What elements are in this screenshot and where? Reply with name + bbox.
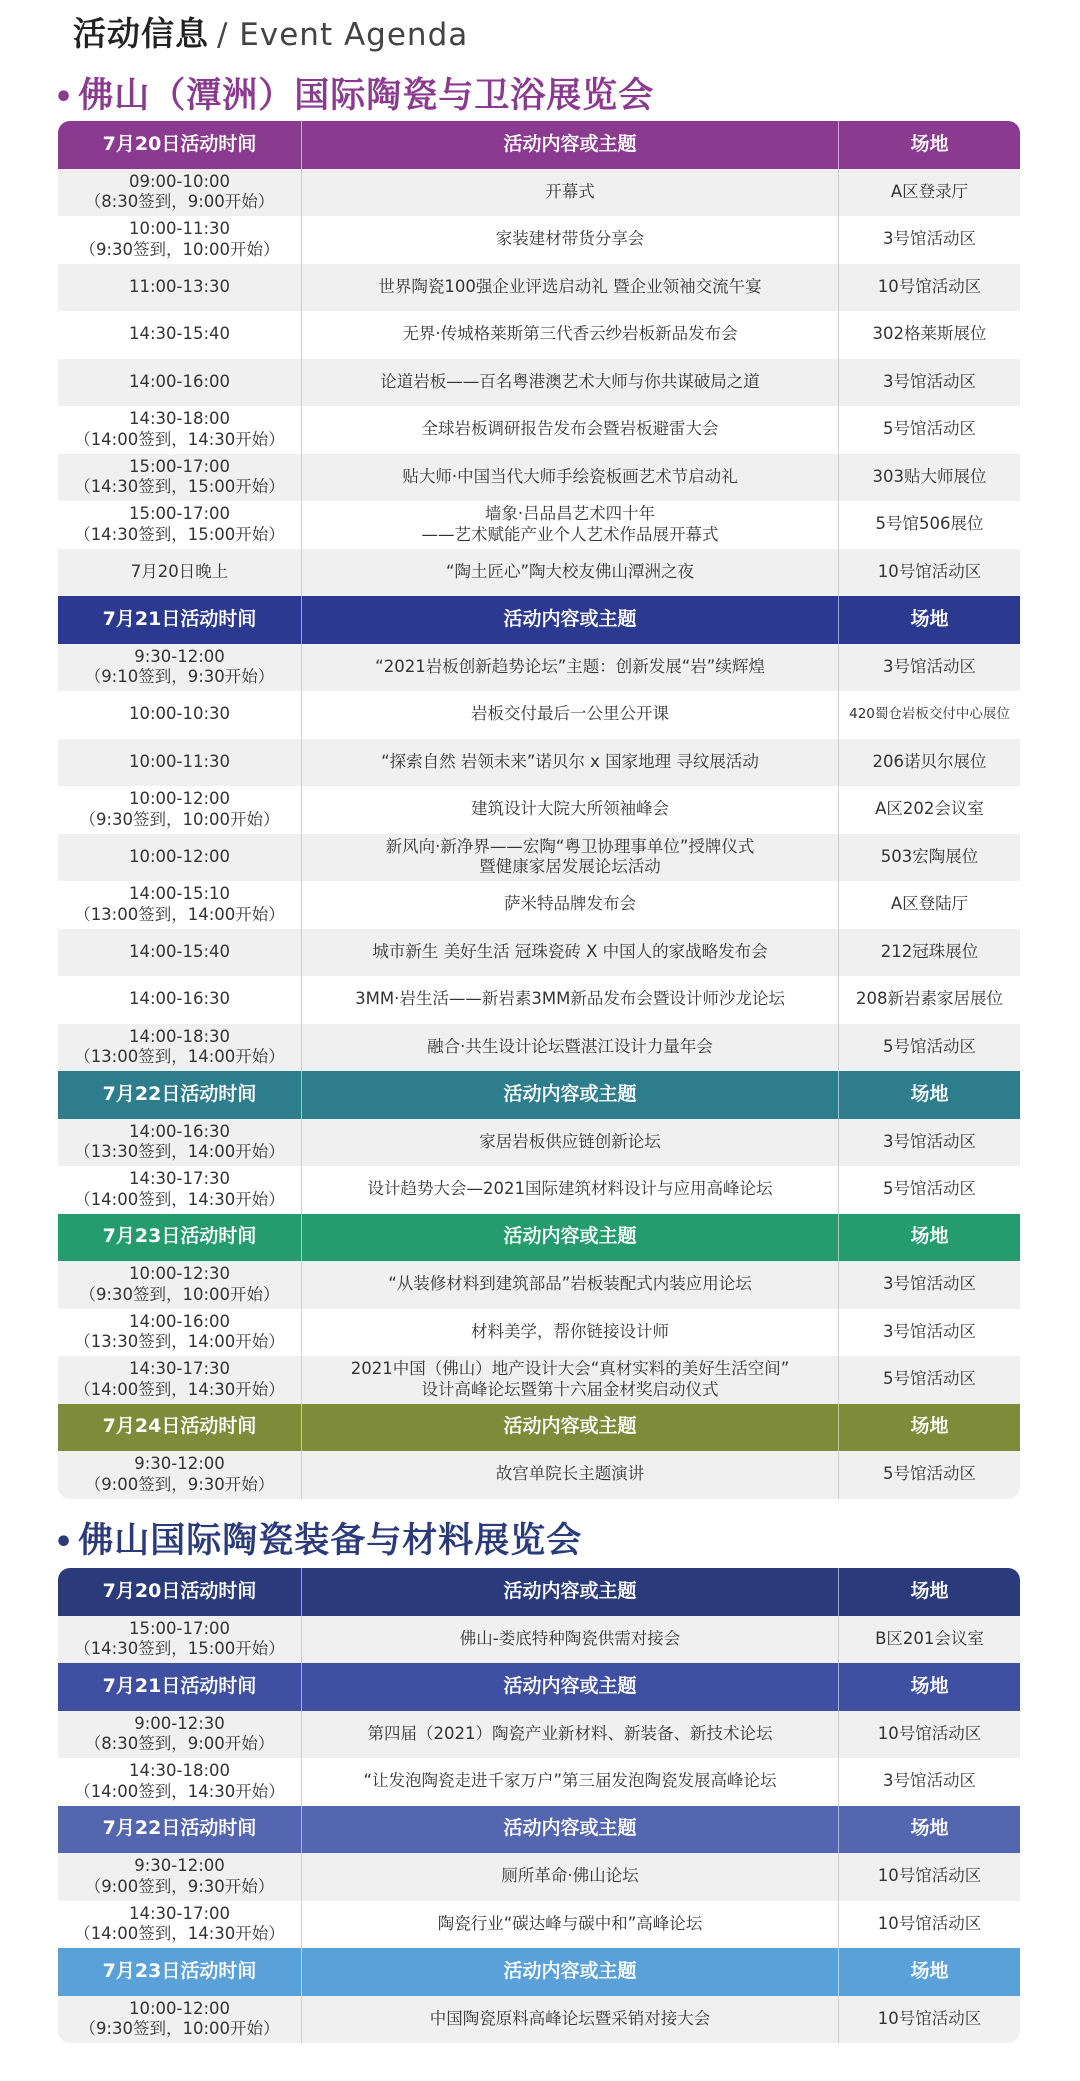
table-row (58, 1711, 1020, 1759)
event-venue: 303贴大师展位 (872, 466, 987, 486)
day-header-time: 7月20日活动时间 (58, 1568, 302, 1616)
column-header-content: 活动内容或主题 (302, 1806, 839, 1854)
event-time: 10:00-12:00 （9:30签到，10:00开始） (58, 786, 302, 834)
table-row (58, 1853, 1020, 1901)
event-content: 设计趋势大会—2021国际建筑材料设计与应用高峰论坛 (302, 1166, 839, 1214)
event-venue: 3号馆活动区 (883, 371, 976, 391)
page-title-cn: 活动信息 (73, 14, 209, 53)
event-content: 全球岩板调研报告发布会暨岩板避雷大会 (302, 406, 839, 454)
event-venue: 206诺贝尔展位 (872, 751, 987, 771)
day-header-time: 7月20日活动时间 (58, 121, 302, 169)
event-venue: 5号馆活动区 (883, 1036, 976, 1056)
event-time: 14:30-17:00 （14:00签到，14:30开始） (58, 1901, 302, 1949)
event-content: 论道岩板——百名粤港澳艺术大师与你共谋破局之道 (302, 359, 839, 407)
day-header-row (58, 1806, 1020, 1854)
event-content: 无界·传城格莱斯第三代香云纱岩板新品发布会 (302, 311, 839, 359)
event-time: 10:00-11:30 (58, 739, 302, 787)
event-content: 新风向·新净界——宏陶“粤卫协理事单位”授牌仪式 暨健康家居发展论坛活动 (302, 834, 839, 882)
event-content: 贴大师·中国当代大师手绘瓷板画艺术节启动礼 (302, 454, 839, 502)
table-row (58, 454, 1020, 502)
column-header-content: 活动内容或主题 (302, 1568, 839, 1616)
column-header-venue: 场地 (910, 1225, 949, 1248)
event-venue: 5号馆活动区 (883, 1464, 976, 1484)
event-time: 14:00-15:40 (58, 929, 302, 977)
event-content: 世界陶瓷100强企业评选启动礼 暨企业领袖交流午宴 (302, 264, 839, 312)
column-header-venue: 场地 (910, 1674, 949, 1697)
event-time: 14:30-17:30 （14:00签到，14:30开始） (58, 1356, 302, 1404)
event-content: 融合·共生设计论坛暨湛江设计力量年会 (302, 1024, 839, 1072)
day-header-row (58, 596, 1020, 644)
table-row (58, 1901, 1020, 1949)
event-time: 10:00-12:30 （9:30签到，10:00开始） (58, 1261, 302, 1309)
table-row (58, 406, 1020, 454)
day-header-row (58, 121, 1020, 169)
event-time: 14:30-18:00 （14:00签到，14:30开始） (58, 406, 302, 454)
table-row (58, 691, 1020, 739)
table-row (58, 1451, 1020, 1499)
event-content: 材料美学，帮你链接设计师 (302, 1309, 839, 1357)
table-row (58, 216, 1020, 264)
column-header-content: 活动内容或主题 (302, 1214, 839, 1262)
event-time: 14:00-16:00 (58, 359, 302, 407)
event-content: 岩板交付最后一公里公开课 (302, 691, 839, 739)
event-venue: 3号馆活动区 (883, 1321, 976, 1341)
table-row (58, 1024, 1020, 1072)
bullet-icon: • (54, 1525, 75, 1560)
event-venue: 10号馆活动区 (877, 1723, 982, 1743)
event-content: 建筑设计大院大所领袖峰会 (302, 786, 839, 834)
event-time: 14:00-18:30 （13:00签到，14:00开始） (58, 1024, 302, 1072)
event-venue: A区202会议室 (875, 799, 984, 819)
event-venue: 10号馆活动区 (877, 561, 982, 581)
event-time: 14:00-15:10 （13:00签到，14:00开始） (58, 881, 302, 929)
table-row (58, 976, 1020, 1024)
column-header-venue: 场地 (910, 1082, 949, 1105)
event-venue: 10号馆活动区 (877, 1866, 982, 1886)
event-time: 7月20日晚上 (58, 549, 302, 597)
event-venue: 212冠珠展位 (880, 941, 979, 961)
event-content: 第四届（2021）陶瓷产业新材料、新装备、新技术论坛 (302, 1711, 839, 1759)
table-row (58, 1119, 1020, 1167)
column-header-venue: 场地 (910, 1579, 949, 1602)
table-row (58, 1261, 1020, 1309)
day-header-time: 7月22日活动时间 (58, 1071, 302, 1119)
section-title-text: 佛山国际陶瓷装备与材料展览会 (78, 1521, 583, 1561)
table-row (58, 1309, 1020, 1357)
event-venue: 3号馆活动区 (883, 656, 976, 676)
event-venue: 3号馆活动区 (883, 1274, 976, 1294)
day-header-row (58, 1663, 1020, 1711)
event-time: 15:00-17:00 （14:30签到，15:00开始） (58, 1616, 302, 1664)
event-time: 9:30-12:00 （9:00签到，9:30开始） (58, 1853, 302, 1901)
event-venue: 10号馆活动区 (877, 2008, 982, 2028)
event-venue: 5号馆活动区 (883, 1369, 976, 1389)
day-header-row (58, 1214, 1020, 1262)
event-content: “让发泡陶瓷走进千家万户”第三届发泡陶瓷发展高峰论坛 (302, 1758, 839, 1806)
table-row (58, 264, 1020, 312)
column-header-venue: 场地 (910, 132, 949, 155)
event-venue: 3号馆活动区 (883, 1131, 976, 1151)
table-row (58, 359, 1020, 407)
event-content: 家装建材带货分享会 (302, 216, 839, 264)
event-content: 萨米特品牌发布会 (302, 881, 839, 929)
event-time: 10:00-12:00 （9:30签到，10:00开始） (58, 1996, 302, 2044)
event-content: 佛山-娄底特种陶瓷供需对接会 (302, 1616, 839, 1664)
day-header-row (58, 1568, 1020, 1616)
agenda-table-ceramics-sanitary (58, 121, 1020, 1499)
event-time: 14:00-16:30 （13:30签到，14:00开始） (58, 1119, 302, 1167)
event-venue: 5号馆活动区 (883, 1179, 976, 1199)
day-header-time: 7月24日活动时间 (58, 1404, 302, 1452)
table-row (58, 1616, 1020, 1664)
event-time: 15:00-17:00 （14:30签到，15:00开始） (58, 501, 302, 549)
event-venue: 208新岩素家居展位 (856, 989, 1003, 1009)
column-header-venue: 场地 (910, 1817, 949, 1840)
table-row (58, 834, 1020, 882)
event-content: 家居岩板供应链创新论坛 (302, 1119, 839, 1167)
column-header-content: 活动内容或主题 (302, 1663, 839, 1711)
event-venue: B区201会议室 (875, 1628, 984, 1648)
day-header-row (58, 1404, 1020, 1452)
event-venue: A区登陆厅 (890, 894, 969, 914)
table-row (58, 1166, 1020, 1214)
event-time: 11:00-13:30 (58, 264, 302, 312)
page-title (73, 8, 468, 55)
event-time: 15:00-17:00 （14:30签到，15:00开始） (58, 454, 302, 502)
table-row (58, 1996, 1020, 2044)
table-row (58, 929, 1020, 977)
event-time: 10:00-11:30 （9:30签到，10:00开始） (58, 216, 302, 264)
day-header-row (58, 1948, 1020, 1996)
event-content: “2021岩板创新趋势论坛”主题：创新发展“岩”续辉煌 (302, 644, 839, 692)
event-time: 14:30-18:00 （14:00签到，14:30开始） (58, 1758, 302, 1806)
event-venue: 5号馆506展位 (875, 514, 984, 534)
event-time: 14:00-16:00 （13:30签到，14:00开始） (58, 1309, 302, 1357)
event-venue: A区登录厅 (890, 181, 969, 201)
event-time: 14:30-15:40 (58, 311, 302, 359)
day-header-time: 7月21日活动时间 (58, 1663, 302, 1711)
event-content: 开幕式 (302, 169, 839, 217)
section-title-text: 佛山（潭洲）国际陶瓷与卫浴展览会 (78, 76, 655, 116)
event-content: 2021中国（佛山）地产设计大会“真材实料的美好生活空间” 设计高峰论坛暨第十六届金材奖启动仪式 (302, 1356, 839, 1404)
event-venue: 503宏陶展位 (880, 846, 979, 866)
column-header-venue: 场地 (910, 1959, 949, 1982)
table-row (58, 549, 1020, 597)
table-row (58, 1356, 1020, 1404)
event-time: 9:00-12:30 （8:30签到，9:00开始） (58, 1711, 302, 1759)
event-content: 中国陶瓷原料高峰论坛暨采销对接大会 (302, 1996, 839, 2044)
event-content: 3MM·岩生活——新岩素3MM新品发布会暨设计师沙龙论坛 (302, 976, 839, 1024)
day-header-row (58, 1071, 1020, 1119)
event-venue: 5号馆活动区 (883, 419, 976, 439)
table-row (58, 501, 1020, 549)
event-content: 陶瓷行业“碳达峰与碳中和”高峰论坛 (302, 1901, 839, 1949)
column-header-content: 活动内容或主题 (302, 596, 839, 644)
column-header-venue: 场地 (910, 1415, 949, 1438)
day-header-time: 7月22日活动时间 (58, 1806, 302, 1854)
table-row (58, 881, 1020, 929)
column-header-venue: 场地 (910, 607, 949, 630)
table-row (58, 644, 1020, 692)
day-header-time: 7月23日活动时间 (58, 1214, 302, 1262)
page-title-en: / Event Agenda (217, 17, 469, 53)
event-venue: 3号馆活动区 (883, 229, 976, 249)
event-venue: 10号馆活动区 (877, 1913, 982, 1933)
bullet-icon: • (54, 80, 75, 115)
event-time: 10:00-10:30 (58, 691, 302, 739)
section-title (54, 68, 654, 118)
event-time: 10:00-12:00 (58, 834, 302, 882)
agenda-table-equipment-materials (58, 1568, 1020, 2043)
event-time: 9:30-12:00 （9:10签到，9:30开始） (58, 644, 302, 692)
event-venue: 3号馆活动区 (883, 1771, 976, 1791)
section-title (54, 1513, 582, 1563)
table-row (58, 311, 1020, 359)
table-row (58, 739, 1020, 787)
day-header-time: 7月23日活动时间 (58, 1948, 302, 1996)
column-header-content: 活动内容或主题 (302, 1071, 839, 1119)
event-venue: 10号馆活动区 (877, 276, 982, 296)
event-content: 城市新生 美好生活 冠珠瓷砖 X 中国人的家战略发布会 (302, 929, 839, 977)
column-header-content: 活动内容或主题 (302, 1948, 839, 1996)
event-content: 故宫单院长主题演讲 (302, 1451, 839, 1499)
event-content: “陶土匠心”陶大校友佛山潭洲之夜 (302, 549, 839, 597)
column-header-content: 活动内容或主题 (302, 1404, 839, 1452)
event-venue: 420蜀仓岩板交付中心展位 (849, 706, 1010, 723)
event-content: 墙象·吕品昌艺术四十年 ——艺术赋能产业个人艺术作品展开幕式 (302, 501, 839, 549)
day-header-time: 7月21日活动时间 (58, 596, 302, 644)
event-content: 厕所革命·佛山论坛 (302, 1853, 839, 1901)
event-content: “探索自然 岩领未来”诺贝尔 x 国家地理 寻纹展活动 (302, 739, 839, 787)
event-time: 9:30-12:00 （9:00签到，9:30开始） (58, 1451, 302, 1499)
table-row (58, 1758, 1020, 1806)
event-time: 14:30-17:30 （14:00签到，14:30开始） (58, 1166, 302, 1214)
event-venue: 302格莱斯展位 (872, 324, 987, 344)
column-header-content: 活动内容或主题 (302, 121, 839, 169)
table-row (58, 169, 1020, 217)
table-row (58, 786, 1020, 834)
event-time: 09:00-10:00 （8:30签到，9:00开始） (58, 169, 302, 217)
event-content: “从装修材料到建筑部品”岩板装配式内装应用论坛 (302, 1261, 839, 1309)
event-time: 14:00-16:30 (58, 976, 302, 1024)
